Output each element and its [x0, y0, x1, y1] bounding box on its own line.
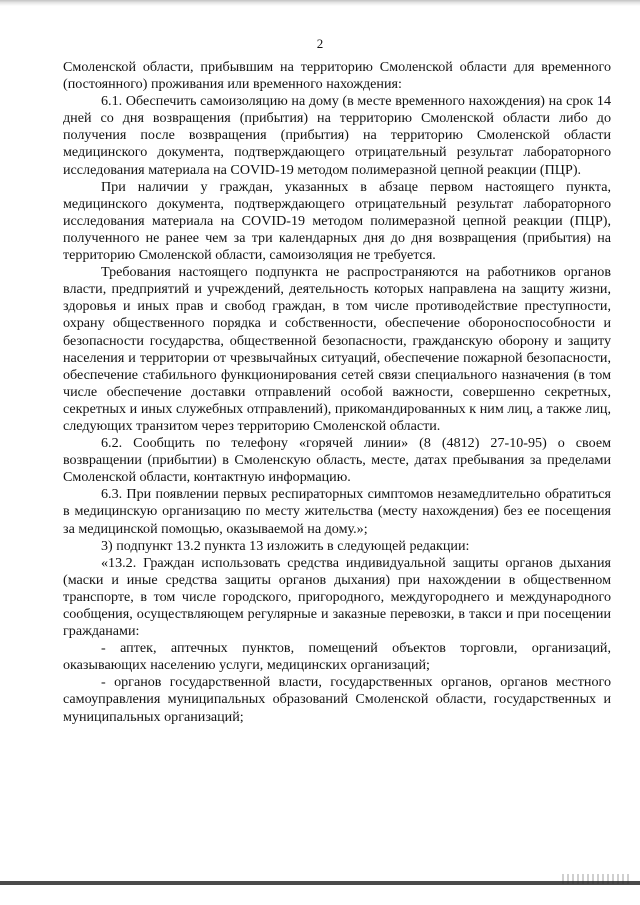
list-item-authorities: - органов государственной власти, государственных органов, органов местного самоуправления муниципальных образований Смоленской области, государственных и муниципальных организаций;: [63, 674, 611, 725]
paragraph-continuation: Смоленской области, прибывшим на территорию Смоленской области для временного (постоянного) проживания или временного нахождения:: [63, 59, 611, 93]
page-number: 2: [316, 36, 324, 51]
scan-edge-bottom: [0, 881, 640, 885]
paragraph-13-2: «13.2. Граждан использовать средства индивидуальной защиты органов дыхания (маски и иные средства защиты органов дыхания) при нахождении в общественном транспорте, в том числе городского, пригородного, междугороднего и международного сообщения, осуществляющем регулярные и заказные перевозки, в такси и при посещении гражданами:: [63, 554, 611, 640]
paragraph-6-2: 6.2. Сообщить по телефону «горячей линии» (8 (4812) 27-10-95) о своем возвращении (прибытии) в Смоленскую область, месте, датах пребывания за пределами Смоленской области, контактную информацию.: [63, 435, 611, 486]
scan-edge-top: [0, 0, 640, 6]
paragraph-subpoint-3: 3) подпункт 13.2 пункта 13 изложить в следующей редакции:: [101, 537, 470, 554]
document-body: [63, 59, 611, 726]
paragraph-workers-exemption: Требования настоящего подпункта не распространяются на работников органов власти, предприятий и учреждений, деятельность которых направлена на защиту жизни, здоровья и иных прав и свобод граждан, в том числе противодействие преступности, охрану общественного порядка и собственности, обеспечение обороноспособности и безопасности государства, общественной безопасности, гражданскую оборону и защиту населения и территории от чрезвычайных ситуаций, обеспечение пожарной безопасности, обеспечение стабильного функционирования сетей связи специального назначения (в том числе обеспечение доставки отправлений особой важности, совершенно секретных, секретных и иных служебных отправлений), прикомандированных к ним лиц, а также лиц, следующих транзитом через территорию Смоленской области.: [63, 264, 611, 434]
paragraph-pcr-exemption: При наличии у граждан, указанных в абзаце первом настоящего пункта, медицинского документа, подтверждающего отрицательный результат лабораторного исследования материала на COVID-19 методом полимеразной цепной реакции (ПЦР), полученного не ранее чем за три календарных дня до дня возвращения (прибытия) на территорию Смоленской области, самоизоляция не требуется.: [63, 178, 611, 264]
paragraph-6-3: 6.3. При появлении первых респираторных симптомов незамедлительно обратиться в медицинскую организацию по месту жительства (месту нахождения) без ее посещения за медицинской помощью, оказываемой на дому.»;: [63, 486, 611, 537]
paragraph-6-1: 6.1. Обеспечить самоизоляцию на дому (в месте временного нахождения) на срок 14 дней со дня возвращения (прибытия) на территорию Смоленской области либо до получения после возвращения (прибытия) на территорию Смоленской области медицинского документа, подтверждающего отрицательный результат лабораторного исследования материала на COVID-19 методом полимеразной цепной реакции (ПЦР).: [63, 93, 611, 178]
list-item-pharmacies: - аптек, аптечных пунктов, помещений объектов торговли, организаций, оказывающих населению услуги, медицинских организаций;: [63, 640, 611, 674]
